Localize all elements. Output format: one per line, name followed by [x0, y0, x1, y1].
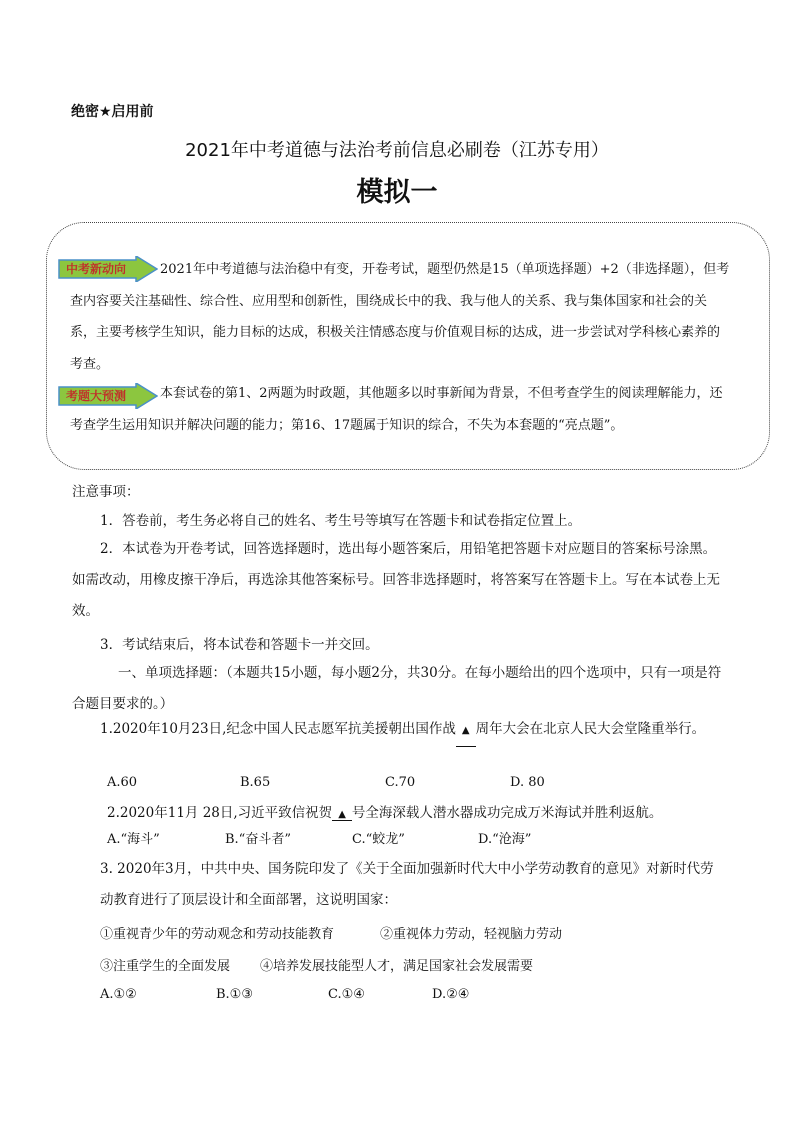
note-item-1: 1．答卷前，考生务必将自己的姓名、考生号等填写在答题卡和试卷指定位置上。 [100, 513, 582, 529]
q3-statement-3: ③注重学生的全面发展 [100, 959, 231, 974]
q3-statement-2: ②重视体力劳动，轻视脑力劳动 [380, 927, 563, 942]
section-heading: 一、单项选择题：（本题共15小题，每小题2分，共30分。在每小题给出的四个选项中，只有一项是符合题目要求的。） [72, 665, 722, 712]
q2-option-c: C.“蛟龙” [352, 832, 405, 847]
exam-prediction-text: 本套试卷的第1、2两题为时政题，其他题多以时事新闻为背景，不但考查学生的阅读理解能力，还考查学生运用知识并解决问题的能力；第16、17题属于知识的综合，不失为本套题的“亮点题”。 [70, 386, 723, 433]
q1-option-a: A.60 [107, 775, 138, 790]
answer-blank: ▲ [456, 715, 476, 747]
q3-option-d: D.②④ [432, 987, 470, 1002]
q2-stem-part-a: 2.2020年11月 28日,习近平致信祝贺 [107, 805, 333, 821]
q3-statement-1: ①重视青少年的劳动观念和劳动技能教育 [100, 927, 335, 942]
notes-heading: 注意事项： [72, 484, 140, 500]
q2-stem-part-b: 号全海深载人潜水器成功完成万米海试并胜利返航。 [351, 805, 663, 821]
question-2-stem [107, 801, 662, 821]
question-3-stem: 3. 2020年3月，中共中央、国务院印发了《关于全面加强新时代大中小学劳动教育的意见》对新时代劳动教育进行了顶层设计和全面部署，这说明国家： [100, 861, 714, 908]
q1-stem-part-b: 周年大会在北京人民大会堂隆重举行。 [475, 721, 706, 737]
q3-statement-4: ④培养发展技能型人才，满足国家社会发展需要 [260, 959, 534, 974]
note-item-2: 2．本试卷为开卷考试，回答选择题时，选出每小题答案后，用铅笔把答题卡对应题目的答案标号涂黑。如需改动，用橡皮擦干净后，再选涂其他答案标号。回答非选择题时，将答案写在答题卡上。写在本试卷上无效。 [72, 541, 720, 619]
tag-exam-prediction-label: 考题大预测 [66, 389, 127, 403]
exam-trend-text: 2021年中考道德与法治稳中有变，开卷考试，题型仍然是15（单项选择题）+2（非选择题），但考查内容要关注基础性、综合性、应用型和创新性，围绕成长中的我、我与他人的关系、我与集体国家和社会的关系，主要考核学生知识，能力目标的达成，积极关注情感态度与价值观目标的达成，进一步尝试对学科核心素养的考查。 [70, 262, 730, 372]
q1-stem-part-a: 1.2020年10月23日,纪念中国人民志愿军抗美援朝出国作战 [100, 721, 456, 737]
confidential-label: 绝密★启用前 [71, 104, 154, 120]
q1-option-c: C.70 [385, 775, 416, 790]
q2-option-d: D.“沧海” [478, 832, 532, 847]
q2-option-b: B.“奋斗者” [225, 832, 291, 847]
exam-subtitle: 模拟一 [356, 177, 438, 208]
q3-option-a: A.①② [100, 987, 137, 1002]
note-item-3: 3．考试结束后，将本试卷和答题卡一并交回。 [100, 637, 379, 653]
tag-exam-trend-label: 中考新动向 [66, 262, 127, 276]
q1-option-b: B.65 [240, 775, 271, 790]
exam-title: 2021年中考道德与法治考前信息必刷卷（江苏专用） [185, 140, 609, 161]
q3-option-c: C.①④ [328, 987, 365, 1002]
q3-option-b: B.①③ [216, 987, 253, 1002]
question-1-stem [100, 714, 722, 747]
q2-option-a: A.“海斗” [107, 832, 160, 847]
answer-blank: ▲ [332, 809, 352, 821]
q1-option-d: D. 80 [510, 775, 545, 790]
